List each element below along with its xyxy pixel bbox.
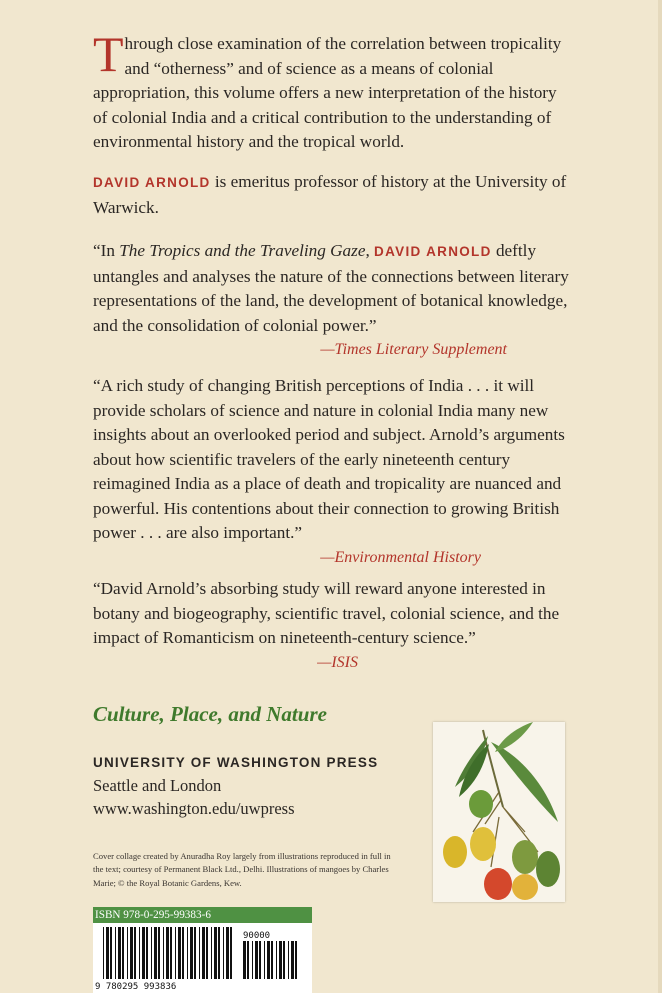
barcode-bar — [230, 927, 232, 979]
barcode-bar — [146, 927, 148, 979]
barcode-bar — [276, 941, 277, 979]
barcode-bar — [139, 927, 140, 979]
drop-cap: T — [93, 26, 124, 82]
review-quote-2 — [93, 374, 573, 567]
barcode-bar — [182, 927, 184, 979]
barcode-bar — [118, 927, 121, 979]
barcode-bar — [259, 941, 261, 979]
author-name: DAVID ARNOLD — [93, 175, 211, 190]
barcode-bar — [127, 927, 128, 979]
review-source: —Environmental History — [320, 548, 481, 566]
barcode-bar — [267, 941, 270, 979]
barcode-bar — [288, 941, 289, 979]
barcode-bar — [194, 927, 196, 979]
barcode-addon-digits: 90000 — [243, 931, 271, 941]
publisher-name: UNIVERSITY OF WASHINGTON PRESS — [93, 755, 379, 770]
review-text: “A rich study of changing British perceptions of India . . . it will provide scholars of science and nature in colonial India many new insights about an overlooked period and subject. Arnold’s arguments about how scientific travelers of the early nineteenth century reimagined India as a place of death and tropicality are nuanced and powerful. His contentions about their connection to growing British power . . . are also important.” — [93, 376, 565, 542]
barcode-bar — [223, 927, 224, 979]
barcode-bars-addon — [243, 941, 297, 979]
barcode-bar — [243, 941, 246, 979]
barcode-bar — [206, 927, 208, 979]
barcode-bar — [199, 927, 200, 979]
blurb-paragraph — [93, 26, 573, 155]
barcode-bar — [264, 941, 265, 979]
barcode-bar — [252, 941, 253, 979]
barcode-bar — [214, 927, 217, 979]
barcode-bar — [202, 927, 205, 979]
publisher-url: www.washington.edu/uwpress — [93, 799, 295, 818]
barcode-bar — [271, 941, 273, 979]
barcode-bar — [218, 927, 220, 979]
barcode-bar — [122, 927, 124, 979]
book-title: The Tropics and the Traveling Gaze — [119, 241, 366, 260]
author-bio-text: is emeritus professor of history at the University of Warwick. — [93, 172, 567, 217]
barcode-bar — [142, 927, 145, 979]
barcode-bar — [166, 927, 169, 979]
barcode-bar — [106, 927, 109, 979]
barcode-bar — [115, 927, 116, 979]
spine-edge — [658, 0, 662, 993]
barcode-bar — [291, 941, 294, 979]
barcode-bar — [163, 927, 164, 979]
series-title: Culture, Place, and Nature — [93, 702, 327, 726]
review-quote-1 — [93, 239, 573, 359]
barcode-bars-main — [103, 927, 232, 979]
barcode-digits: 9 780295 993836 — [95, 982, 177, 992]
mango-illustration — [433, 722, 565, 902]
barcode-bar — [103, 927, 104, 979]
barcode-bar — [295, 941, 297, 979]
barcode-bar — [151, 927, 152, 979]
barcode-bar — [247, 941, 249, 979]
barcode-bar — [190, 927, 193, 979]
barcode-bar — [134, 927, 136, 979]
barcode-bar — [154, 927, 157, 979]
review-source: —Times Literary Supplement — [320, 341, 507, 358]
author-name: DAVID ARNOLD — [374, 244, 492, 259]
review-text: “In — [93, 241, 120, 260]
barcode — [93, 923, 312, 993]
publisher-location: Seattle and London — [93, 776, 222, 795]
barcode-bar — [110, 927, 112, 979]
barcode-bar — [170, 927, 172, 979]
barcode-bar — [279, 941, 282, 979]
review-quote-3 — [93, 577, 573, 672]
author-bio — [93, 170, 573, 220]
barcode-bar — [283, 941, 285, 979]
barcode-bar — [226, 927, 229, 979]
barcode-bar — [175, 927, 176, 979]
isbn-label: ISBN 978-0-295-99383-6 — [93, 907, 312, 923]
barcode-bar — [211, 927, 212, 979]
blurb-text: hrough close examination of the correlation between tropicality and “otherness” and of science as a means of colonial appropriation, this volume offers a new interpretation of the history of colonial India and a critical contribution to the understanding of environmental history and the tropical world. — [93, 34, 562, 151]
review-text: “David Arnold’s absorbing study will reward anyone interested in botany and biogeography, scientific travel, colonial science, and the impact of Romanticism on nineteenth-century science.” — [93, 579, 560, 647]
cover-credit: Cover collage created by Anuradha Roy largely from illustrations reproduced in full in the text; courtesy of Permanent Black Ltd., Delhi. Illustrations of mangoes by Charles Marie; © the Royal Botanic Gardens, Kew. — [93, 851, 391, 888]
barcode-bar — [187, 927, 188, 979]
review-text: deftly untangles and analyses the nature of the connections between literary representations of the land, the development of botanical knowledge, and the consolidation of colonial power.” — [93, 241, 569, 335]
barcode-bar — [255, 941, 258, 979]
review-source: —ISIS — [317, 653, 358, 671]
review-text: , — [365, 241, 375, 260]
barcode-bar — [130, 927, 133, 979]
barcode-bar — [158, 927, 160, 979]
barcode-bar — [178, 927, 181, 979]
